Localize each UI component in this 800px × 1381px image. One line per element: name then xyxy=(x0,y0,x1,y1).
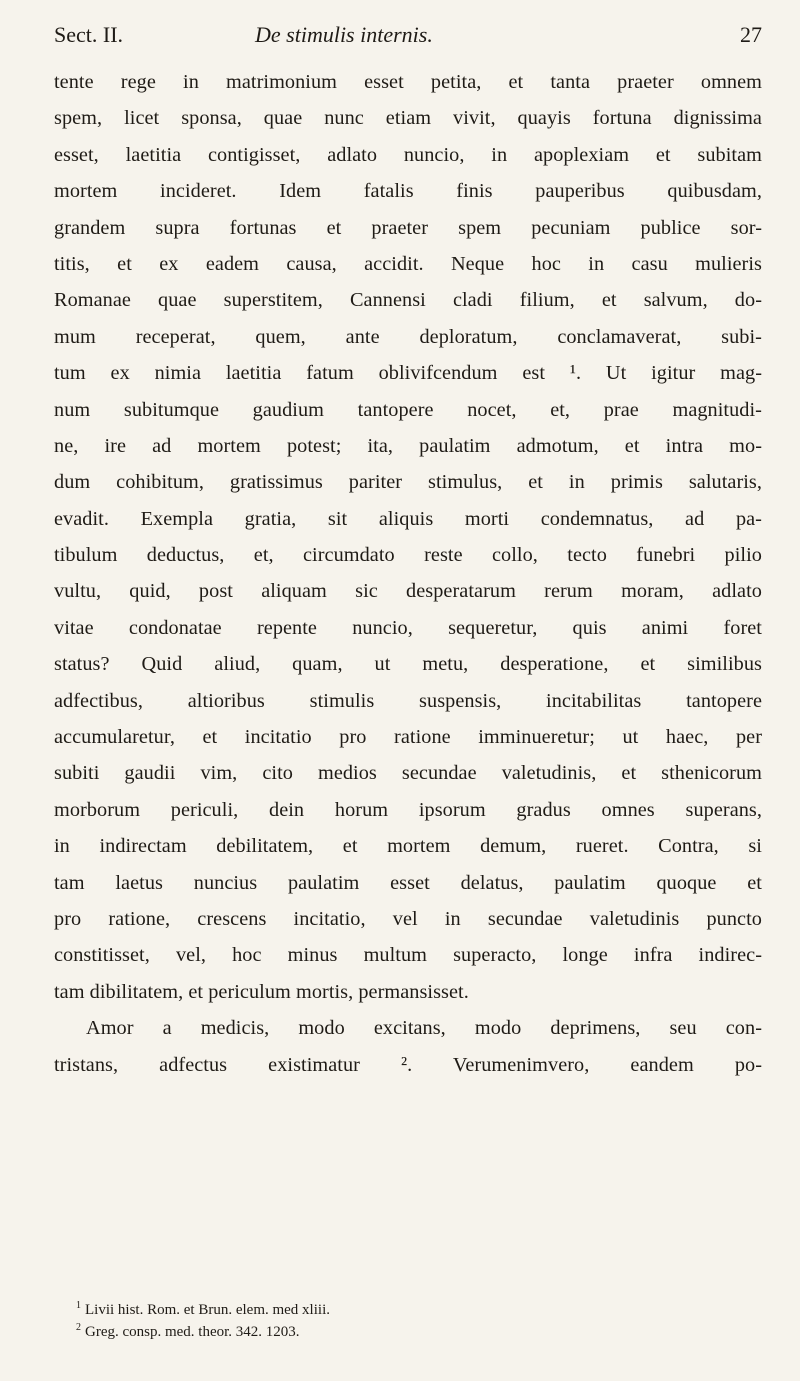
text-line: dum cohibitum, gratissimus pariter stimulus, et in primis salutaris, xyxy=(54,471,762,494)
text-line: mum receperat, quem, ante deploratum, conclamaverat, subi- xyxy=(54,325,762,348)
text-line: pro ratione, crescens incitatio, vel in secundae valetudinis puncto xyxy=(54,907,762,930)
text-line: accumularetur, et incitatio pro ratione imminueretur; ut haec, per xyxy=(54,726,762,749)
text-line: status? Quid aliud, quam, ut metu, desperatione, et similibus xyxy=(54,653,762,676)
text-line: esset, laetitia contigisset, adlato nuncio, in apoplexiam et subitam xyxy=(54,143,762,166)
text-line: adfectibus, altioribus stimulis suspensis, incitabilitas tantopere xyxy=(54,689,762,712)
text-line: spem, licet sponsa, quae nunc etiam vivit, quayis fortuna dignissima xyxy=(54,107,762,130)
footnote xyxy=(76,1295,736,1317)
text-line: morborum periculi, dein horum ipsorum gradus omnes superans, xyxy=(54,798,762,821)
text-line: tibulum deductus, et, circumdato reste collo, tecto funebri pilio xyxy=(54,544,762,567)
text-line: num subitumque gaudium tantopere nocet, et, prae magnitudi- xyxy=(54,398,762,421)
text-line: vultu, quid, post aliquam sic desperatarum rerum moram, adlato xyxy=(54,580,762,603)
text-line: ne, ire ad mortem potest; ita, paulatim admotum, et intra mo- xyxy=(54,434,762,457)
text-line: subiti gaudii vim, cito medios secundae valetudinis, et sthenicorum xyxy=(54,762,762,785)
text-line: tam laetus nuncius paulatim esset delatus, paulatim quoque et xyxy=(54,871,762,894)
footnote xyxy=(76,1317,736,1339)
text-line: vitae condonatae repente nuncio, sequeretur, quis animi foret xyxy=(54,616,762,639)
text-line: tam dibilitatem, et periculum mortis, permansisset. xyxy=(54,980,469,1003)
text-line: tum ex nimia laetitia fatum oblivifcendum est ¹. Ut igitur mag- xyxy=(54,362,762,385)
text-line: titis, et ex eadem causa, accidit. Neque hoc in casu mulieris xyxy=(54,252,762,275)
footnote-text: Livii hist. Rom. et Brun. elem. med xliii. xyxy=(85,1302,330,1318)
text-line: grandem supra fortunas et praeter spem pecuniam publice sor- xyxy=(54,216,762,239)
footnotes xyxy=(76,1295,736,1339)
text-line: Amor a medicis, modo excitans, modo deprimens, seu con- xyxy=(86,1017,762,1040)
section-label: Sect. II. xyxy=(54,22,124,47)
body-text xyxy=(54,64,762,1083)
text-line: Romanae quae superstitem, Cannensi cladi filium, et salvum, do- xyxy=(54,289,762,312)
text-line: tristans, adfectus existimatur ². Verumenimvero, eandem po- xyxy=(54,1053,762,1076)
footnote-text: Greg. consp. med. theor. 342. 1203. xyxy=(85,1324,300,1340)
chapter-title: De stimulis internis. xyxy=(255,22,433,47)
text-line: evadit. Exempla gratia, sit aliquis morti condemnatus, ad pa- xyxy=(54,507,762,530)
footnote-mark: 1 xyxy=(76,1300,81,1311)
text-line: tente rege in matrimonium esset petita, et tanta praeter omnem xyxy=(54,71,762,93)
text-line: mortem incideret. Idem fatalis finis pauperibus quibusdam, xyxy=(54,180,762,203)
footnote-mark: 2 xyxy=(76,1322,81,1333)
page-number: 27 xyxy=(740,22,762,47)
text-line: in indirectam debilitatem, et mortem demum, rueret. Contra, si xyxy=(54,835,762,858)
text-line: constitisset, vel, hoc minus multum superacto, longe infra indirec- xyxy=(54,944,762,967)
running-head xyxy=(54,22,762,54)
